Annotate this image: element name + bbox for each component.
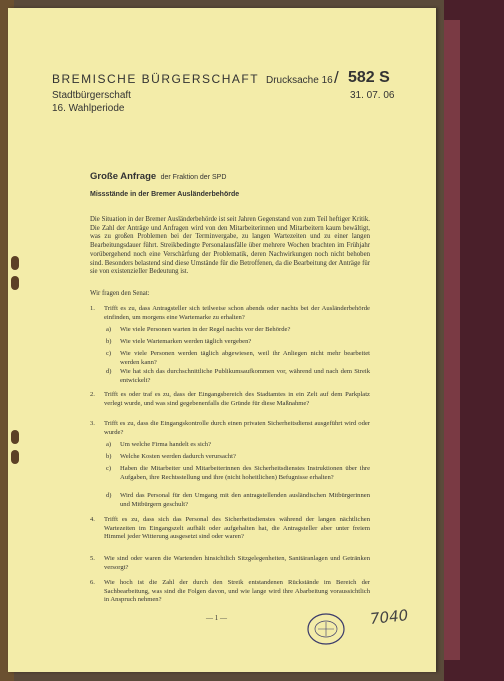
document-subject: Missstände in der Bremer Ausländerbehörde xyxy=(90,191,240,198)
question-text: Trifft es zu, dass die Eingangskontrolle durch einen privaten Sicherheitsdienst ausgeführt wird oder wurde? xyxy=(104,420,370,436)
question-text: Wie hat sich das durchschnittliche Publikumsaufkommen vor, während und nach dem Streik entwickelt? xyxy=(120,368,370,384)
chamber-name: Stadtbürgerschaft xyxy=(52,90,131,101)
question-text: Um welche Firma handelt es sich? xyxy=(120,441,212,448)
title-main: Große Anfrage xyxy=(90,171,157,182)
page-number: — 1 — xyxy=(206,614,227,622)
question-text: Wie viele Personen werden täglich abgewiesen, weil ihr Anliegen nicht mehr bearbeitet werden kann? xyxy=(120,350,370,366)
drucksache-label: Drucksache 16 xyxy=(266,75,333,86)
question-number: 5. xyxy=(90,555,95,562)
handwritten-number: 7040 xyxy=(369,606,410,628)
question-number: 1. xyxy=(90,305,95,312)
question-text: Wird das Personal für den Umgang mit den antragstellenden ausländischen Mitbürgerinnen und Mitbürgern geschult? xyxy=(120,492,370,508)
punch-hole xyxy=(11,276,19,290)
question-text: Haben die Mitarbeiter und Mitarbeiterinnen des Sicherheitsdienstes Instruktionen über ihre Aufgaben, ihre Rechtsstellung und ihre (nicht hoheitlichen) Befugnisse erhalten? xyxy=(120,465,370,481)
question-text: Wie sind oder waren die Wartenden hinsichtlich Sitzgelegenheiten, Sanitäranlagen und Getränken versorgt? xyxy=(104,555,370,571)
question-number: 6. xyxy=(90,579,95,586)
question-text: Trifft es zu, dass Antragsteller sich teilweise schon abends oder nachts bei der Ausländerbehörde einfinden, um morgens eine Wartemarke zu erhalten? xyxy=(104,305,370,321)
legislative-period: 16. Wahlperiode xyxy=(52,103,125,114)
question-text: Wie viele Personen warten in der Regel nachts vor der Behörde? xyxy=(120,326,291,333)
drucksache-slash: / xyxy=(334,68,339,87)
punch-hole xyxy=(11,256,19,270)
question-number: a) xyxy=(106,326,112,333)
archive-stamp xyxy=(306,612,346,646)
document-date: 31. 07. 06 xyxy=(350,90,395,101)
punch-hole xyxy=(11,450,19,464)
drucksache-number: 582 S xyxy=(348,69,390,86)
question-number: a) xyxy=(106,441,112,448)
question-number: b) xyxy=(106,453,112,460)
organization-name: BREMISCHE BÜRGERSCHAFT xyxy=(52,72,260,86)
question-number: 4. xyxy=(90,516,95,523)
question-intro: Wir fragen den Senat: xyxy=(90,290,150,297)
question-number: d) xyxy=(106,368,112,375)
question-number: c) xyxy=(106,350,112,357)
question-text: Welche Kosten werden dadurch verursacht? xyxy=(120,453,236,460)
document-page xyxy=(8,8,436,672)
title-faction: der Fraktion der SPD xyxy=(160,174,227,181)
question-text: Wie hoch ist die Zahl der durch den Streik entstandenen Rückstände im Bereich der Sachbearbeitung, was sind die Folgen davon, und wie lange wird ihre Abarbeitung voraussichtlich in Anspruch nehmen? xyxy=(104,579,370,604)
question-number: 2. xyxy=(90,391,95,398)
question-number: d) xyxy=(106,492,112,499)
question-text: Trifft es oder traf es zu, dass der Eingangsbereich des Stadtamtes in ein Zelt auf dem Parkplatz verlegt wurde, und was sind gegebenenfalls die Gründe für diese Maßnahme? xyxy=(104,391,370,407)
question-text: Trifft es zu, dass sich das Personal des Sicherheitsdienstes während der langen nächtlichen Wartezeiten im Eingangszelt aufhält oder aufgehalten hat, die Antragsteller aber unter freiem Himmel jeder Witterung ausgesetzt sind oder waren? xyxy=(104,516,370,541)
question-number: c) xyxy=(106,465,112,472)
document-title xyxy=(90,166,226,184)
question-text: Wie viele Wartemarken werden täglich vergeben? xyxy=(120,338,252,345)
question-number: 3. xyxy=(90,420,95,427)
punch-hole xyxy=(11,430,19,444)
question-number: b) xyxy=(106,338,112,345)
intro-paragraph: Die Situation in der Bremer Ausländerbehörde ist seit Jahren Gegenstand von zum Teil heftiger Kritik. Die Zahl der Anträge und Anfragen wird von den Mitarbeiterinnen und Mitarbeitern kaum bewältigt, was zu großen Problemen bei der Terminvergabe, zu langen Wartezeiten und zu einer langen Bearbeitungsdauer führt. Streikbedingte Personalausfälle über mehrere Wochen brachten im Frühjahr vorübergehend noch eine Verschärfung der Problematik, deren Nachwirkungen noch nicht behoben sind. Besonders belastend sind diese Umstände für die Betroffenen, da die Bearbeitung der Anträge für sie von existenzieller Bedeutung ist. xyxy=(90,216,370,276)
binder-edge xyxy=(444,20,460,660)
